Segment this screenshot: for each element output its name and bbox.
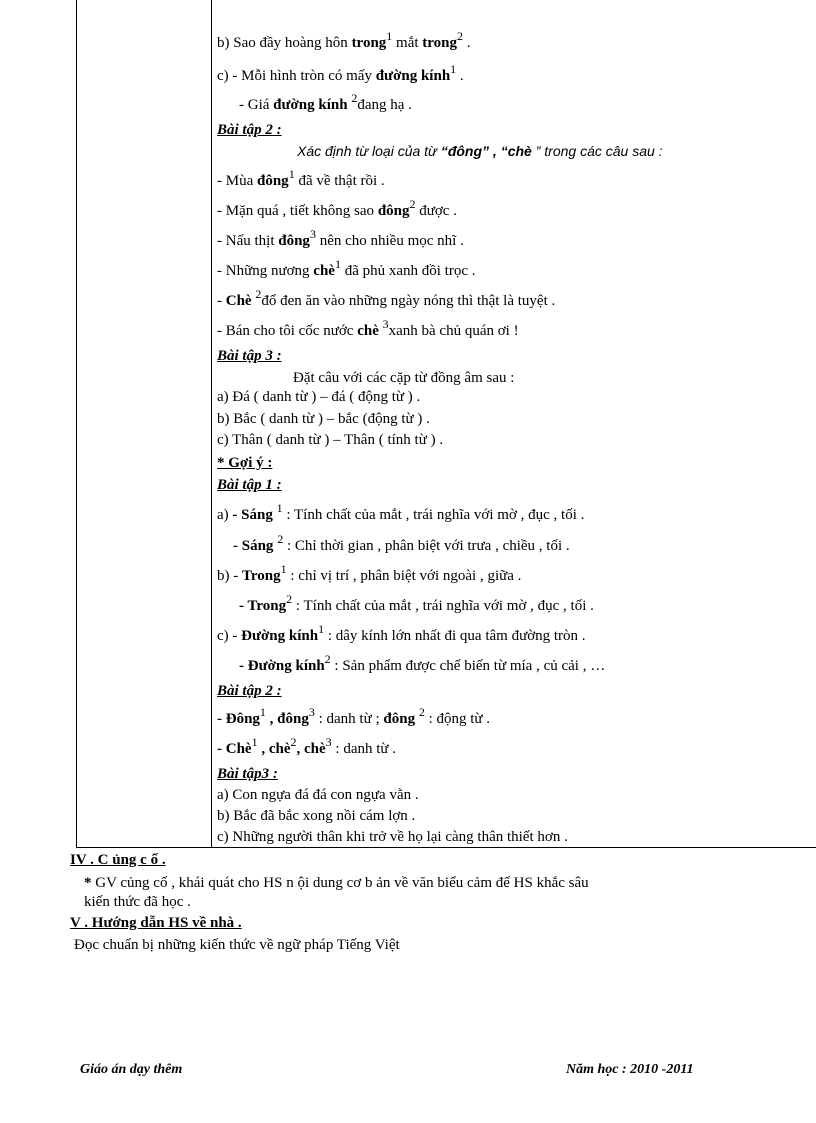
section4-title: IV . C ủng c ố . [70,852,166,868]
bt3-item-c: c) Thân ( danh từ ) – Thân ( tính từ ) . [217,432,444,448]
bt3-instruction: Đặt câu với các cặp từ đồng âm sau : [293,370,515,386]
section4-line1: * GV củng cố , khái quát cho HS n ội dung cơ b ản về văn biểu cảm để HS khắc sâu [84,875,589,891]
line-che3: - Bán cho tôi cốc nước chè $^3$xanh bà chủ quán ơi ! [217,317,519,339]
hint-trong2: - Trong$^2$ : Tính chất của mắt , trái nghĩa với mờ , đục , tối . [239,592,594,614]
line-dong3: - Nấu thịt đông$^3$ nên cho nhiều mọc nhĩ . [217,227,464,249]
line-b-trong: b) Sao đầy hoàng hôn trong$^1$ mắt trong$^2$ . [217,29,471,51]
column-divider [211,0,212,847]
hint-sang1: a) - Sáng $^1$ : Tính chất của mắt , trái nghĩa với mờ , đục , tối . [217,501,585,523]
line-che1: - Những nương chè$^1$ đã phủ xanh đồi trọc . [217,257,476,279]
bt3-item-a: a) Đá ( danh từ ) – đá ( động từ ) . [217,389,421,405]
hint-sang2: - Sáng $^2$ : Chỉ thời gian , phân biệt với trưa , chiều , tối . [233,532,570,554]
hint-bt2-title: Bài tập 2 : [217,683,282,699]
hint-duongkinh2: - Đường kính$^2$ : Sản phẩm được chế biến từ mía , củ cải , … [239,652,606,674]
line-dong1: - Mùa đông$^1$ đã về thật rồi . [217,167,385,189]
bt2-title: Bài tập 2 : [217,122,282,138]
section5-title: V . Hướng dẫn HS về nhà . [70,915,242,931]
hint-bt3-a: a) Con ngựa đá đá con ngựa vằn . [217,787,419,803]
hint-bt1-title: Bài tập 1 : [217,477,282,493]
footer-right: Năm học : 2010 -2011 [566,1062,694,1077]
line-c-duongkinh1: c) - Mỗi hình tròn có mấy đường kính$^1$ . [217,62,464,84]
section4-line2: kiến thức đã học . [84,894,191,910]
hint-bt3-title: Bài tập3 : [217,766,278,782]
bt3-title: Bài tập 3 : [217,348,282,364]
hint-bt3-b: b) Bắc đã bắc xong nồi cám lợn . [217,808,416,824]
bt2-instruction: Xác định từ loại của từ “đông” , “chè ” trong các câu sau : [297,143,663,159]
hint-title: * Gợi ý : [217,455,273,471]
line-dong2: - Mặn quá , tiết không sao đông$^2$ được . [217,197,457,219]
line-c-duongkinh2: - Giá đường kính $^2$đang hạ . [239,91,412,113]
line-che2: - Chè $^2$đổ đen ăn vào những ngày nóng thì thật là tuyệt . [217,287,556,309]
hint-bt3-c: c) Những người thân khi trở về họ lại càng thân thiết hơn . [217,829,568,845]
hint-dong: - Đông$^1$ , đông$^3$ : danh từ ; đông $^2$ : động từ . [217,705,491,727]
hint-duongkinh1: c) - Đường kính$^1$ : dây kính lớn nhất đi qua tâm đường tròn . [217,622,586,644]
bt3-item-b: b) Bắc ( danh từ ) – bắc (động từ ) . [217,411,430,427]
footer-left: Giáo án dạy thêm [80,1062,183,1077]
lesson-table [76,0,816,848]
hint-che: - Chè$^1$ , chè$^2$, chè$^3$ : danh từ . [217,735,397,757]
hint-trong1: b) - Trong$^1$ : chỉ vị trí , phân biệt với ngoài , giữa . [217,562,522,584]
section5-line1: Đọc chuẩn bị những kiến thức về ngữ pháp Tiếng Việt [74,937,400,953]
